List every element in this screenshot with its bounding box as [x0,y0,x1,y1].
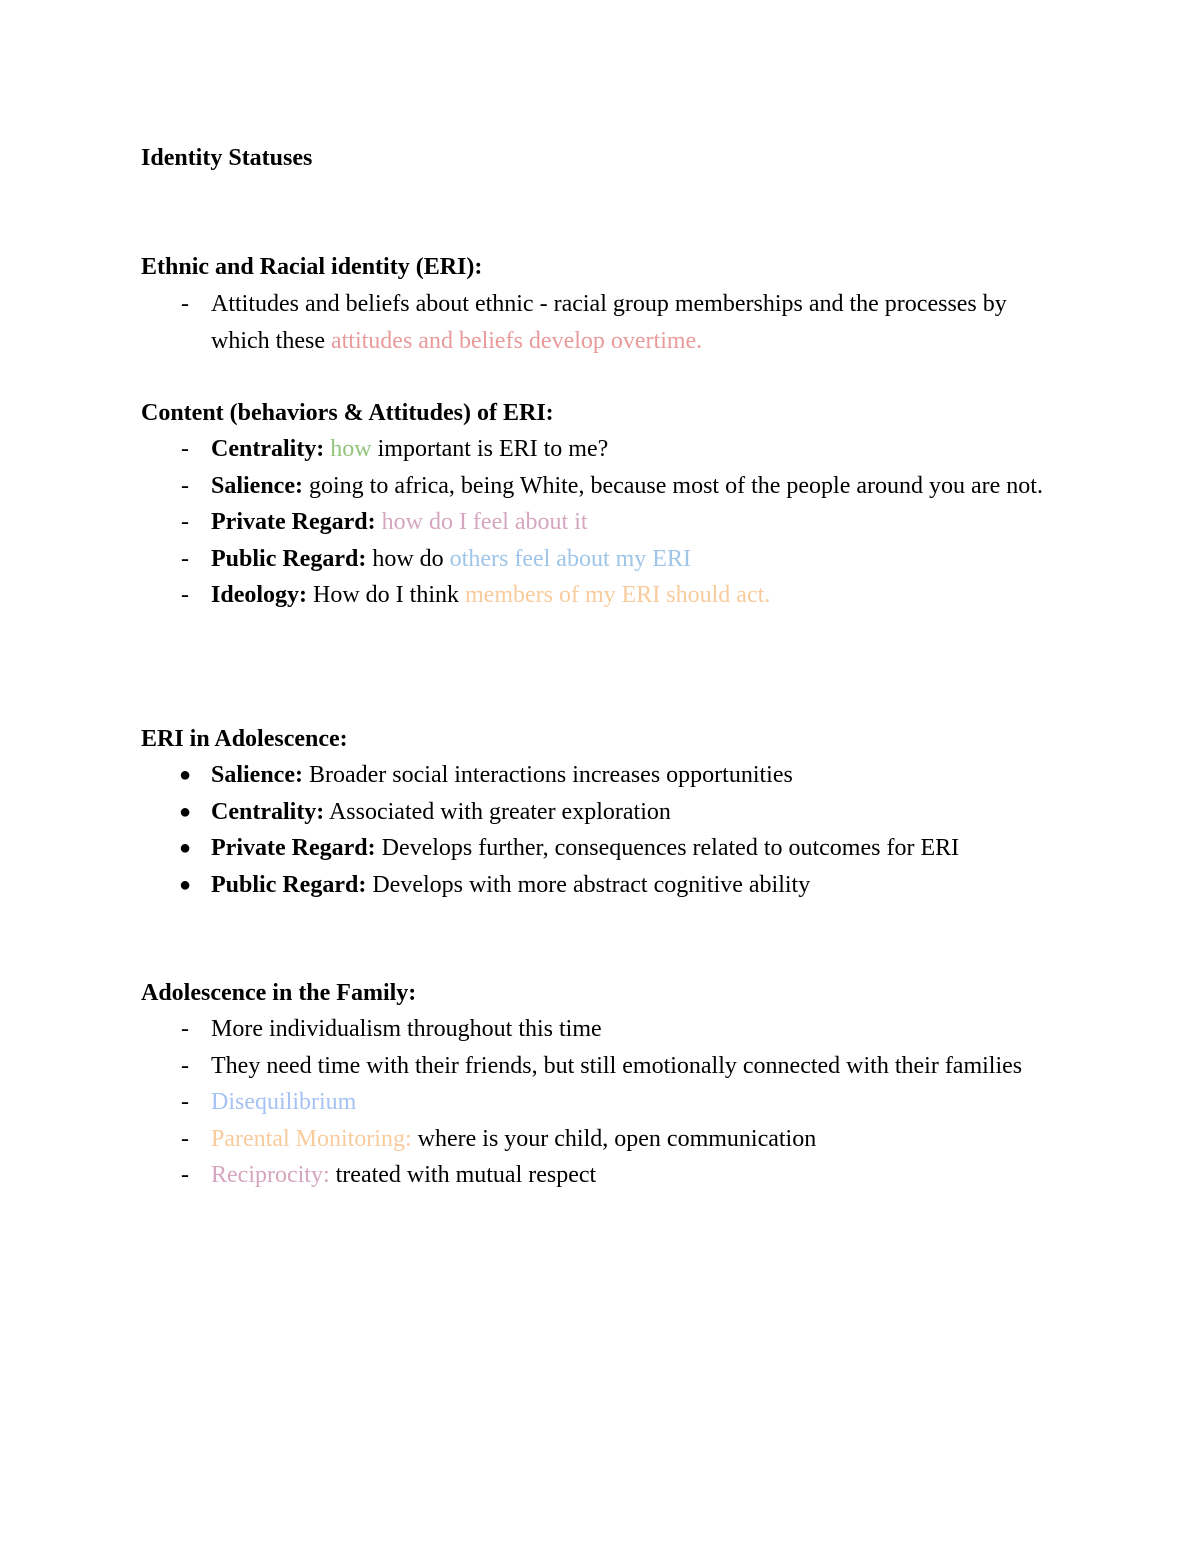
dash-marker: - [181,1052,189,1079]
bullet-marker: ● [178,800,192,823]
list-item [141,867,1061,904]
list-item [141,1084,1061,1121]
item-text: Attitudes and beliefs about ethnic - racial group memberships and the processes by which these [211,291,1007,354]
list-item [141,1157,1061,1194]
highlighted-text: Parental Monitoring: [211,1125,412,1152]
family-list [141,1011,1061,1194]
eri-list [141,286,1061,359]
dash-marker: - [181,436,189,462]
list-item [141,1121,1061,1158]
dash-marker: - [181,472,189,499]
item-text: treated with mutual respect [329,1162,597,1188]
highlighted-text: members of my ERI should act. [465,582,771,608]
term-label: Salience: [211,762,303,788]
item-text: Broader social interactions increases opportunities [302,762,793,788]
highlighted-text: how [330,436,372,462]
dash-marker: - [181,545,189,572]
term-label: Centrality: [211,436,325,462]
bullet-marker: ● [178,873,192,896]
list-item [141,1048,1061,1085]
item-text: Develops further, consequences related to outcomes for ERI [375,835,960,861]
highlighted-text: attitudes and beliefs develop overtime. [330,327,703,354]
item-text: More individualism throughout this time [211,1016,602,1042]
item-text: important is ERI to me? [371,436,609,462]
list-item [141,468,1061,505]
term-label: Ideology: [211,582,307,608]
item-text: Develops with more abstract cognitive ability [366,871,811,898]
dash-marker: - [181,1162,189,1188]
term-label: Public Regard: [211,545,367,572]
dash-marker: - [181,1089,189,1115]
list-item [141,830,1061,867]
item-text: Associated with greater exploration [324,798,671,825]
term-label: Public Regard: [211,871,367,898]
term-label: Private Regard: [211,835,376,861]
dash-marker: - [181,1016,189,1042]
bullet-marker: ● [178,764,192,786]
list-item [141,757,1061,794]
dash-marker: - [181,509,189,535]
item-text: where is your child, open communication [411,1125,817,1152]
term-label: Salience: [211,472,303,499]
list-item [141,504,1061,541]
highlighted-text: Reciprocity: [211,1162,330,1188]
content-list [141,431,1061,614]
highlighted-text: Disequilibrium [211,1089,357,1115]
bullet-marker: ● [178,837,192,859]
dash-marker: - [181,291,189,317]
term-label: Centrality: [211,798,325,825]
list-item [141,794,1061,831]
adolescence-list [141,757,1061,903]
item-text: going to africa, being White, because most of the people around you are not. [302,472,1043,499]
list-item [141,431,1061,468]
item-text: how do [366,545,450,572]
list-item [141,577,1061,614]
term-label: Private Regard: [211,509,376,535]
list-item [141,541,1061,578]
list-item [141,286,1061,359]
section-heading-adolescence: ERI in Adolescence: [141,726,348,752]
list-item [141,1011,1061,1048]
highlighted-text: how do I feel about it [375,509,588,535]
page-title: Identity Statuses [141,145,313,171]
section-heading-content: Content (behaviors & Attitudes) of ERI: [141,400,554,426]
dash-marker: - [181,582,189,608]
section-heading-family: Adolescence in the Family: [141,980,417,1006]
section-heading-eri: Ethnic and Racial identity (ERI): [141,254,483,280]
item-text: They need time with their friends, but still emotionally connected with their families [211,1052,1023,1079]
highlighted-text: others feel about my ERI [449,545,691,572]
item-text: How do I think [307,582,465,608]
dash-marker: - [181,1125,189,1152]
